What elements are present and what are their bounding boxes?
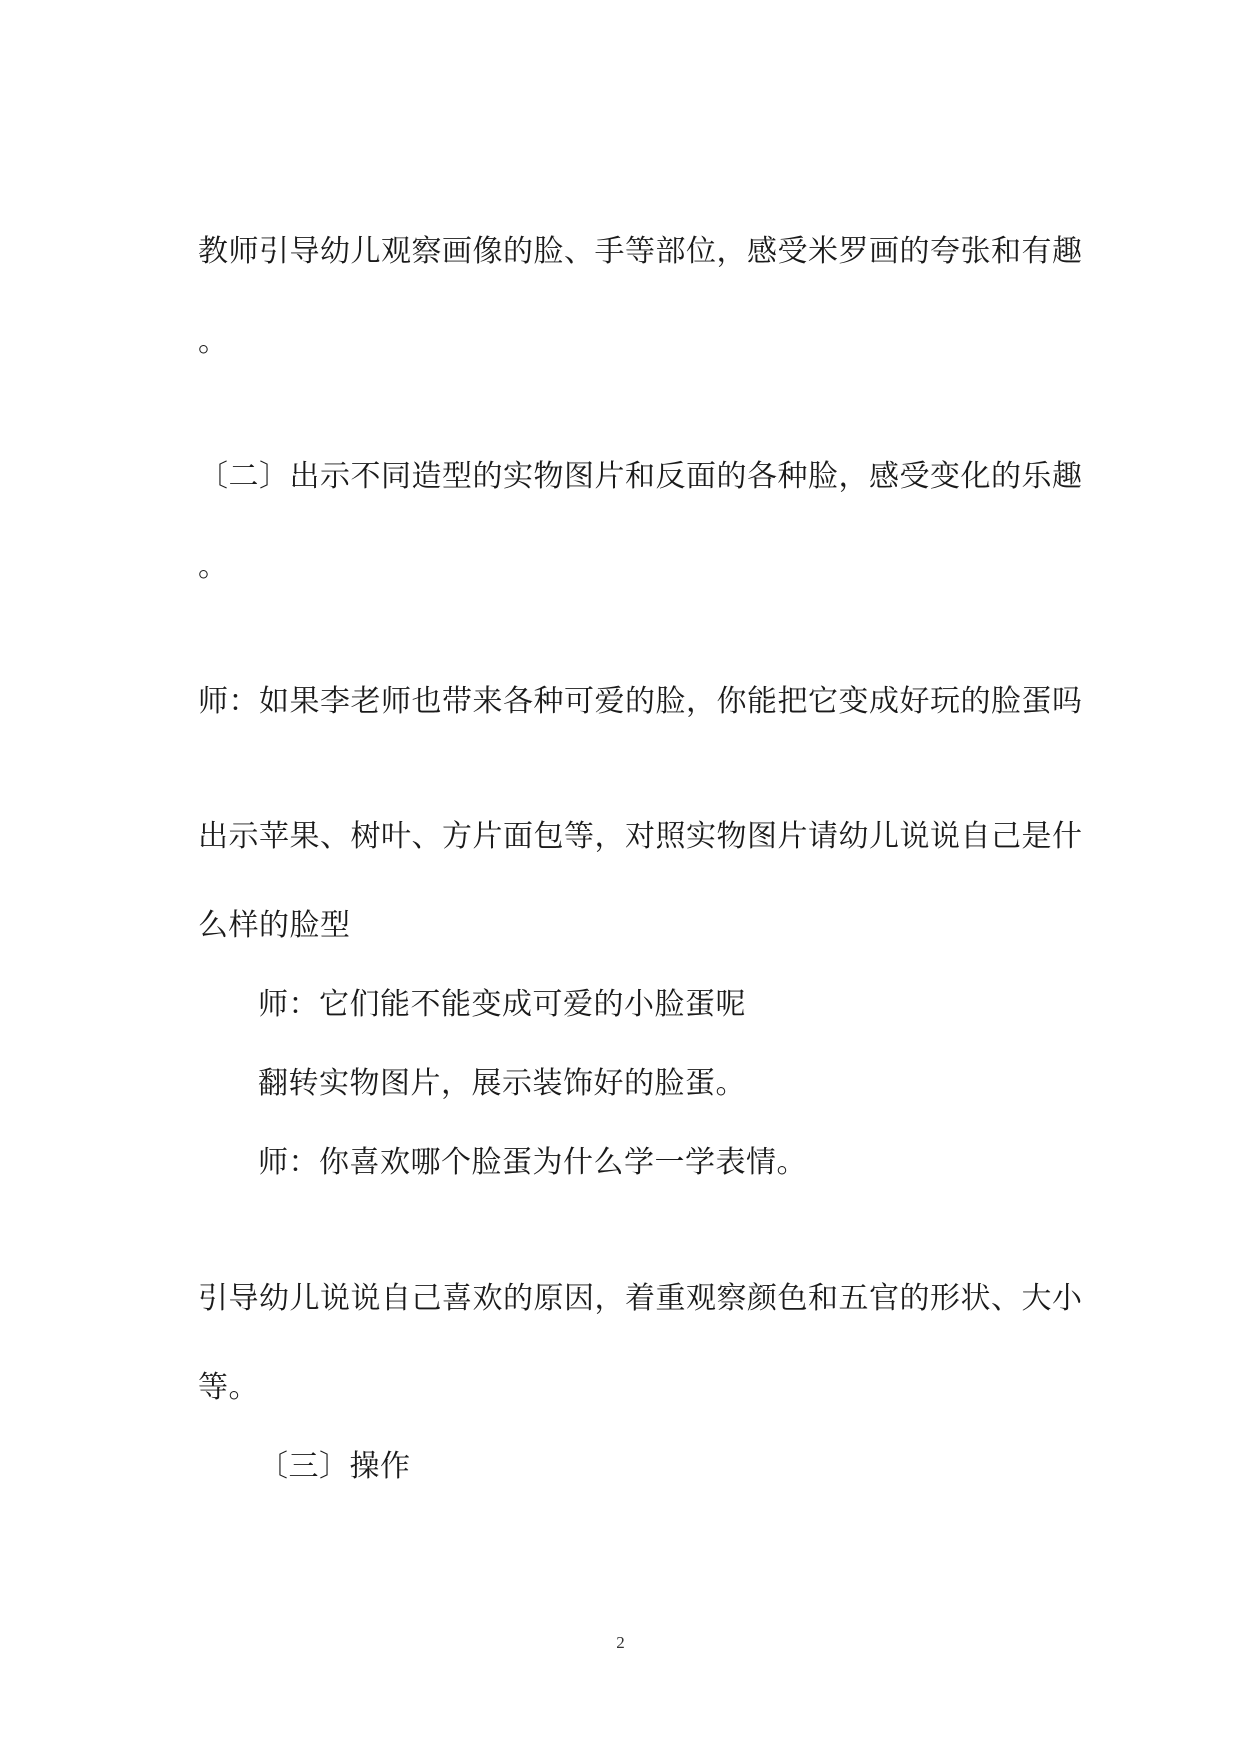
teacher-line-3: 师：你喜欢哪个脸蛋为什么学一学表情。 [258, 1145, 807, 1180]
page-number: 2 [616, 1633, 625, 1652]
section-heading-two: 〔二〕出示不同造型的实物图片和反面的各种脸，感受变化的乐趣 [198, 459, 1083, 494]
section-heading-three: 〔三〕操作 [258, 1449, 411, 1484]
paragraph-line-6: 出示苹果、树叶、方片面包等，对照实物图片请幼儿说说自己是什 [198, 819, 1083, 854]
teacher-line-1: 师：如果李老师也带来各种可爱的脸，你能把它变成好玩的脸蛋吗 [198, 684, 1083, 719]
paragraph-line-1: 教师引导幼儿观察画像的脸、手等部位，感受米罗画的夸张和有趣 [198, 234, 1083, 269]
teacher-line-2: 师：它们能不能变成可爱的小脸蛋呢 [258, 987, 746, 1022]
paragraph-line-11: 引导幼儿说说自己喜欢的原因，着重观察颜色和五官的形状、大小 [198, 1281, 1083, 1316]
paragraph-line-2: 。 [198, 324, 229, 359]
paragraph-line-9: 翻转实物图片，展示装饰好的脸蛋。 [258, 1066, 746, 1101]
paragraph-line-12: 等。 [198, 1370, 259, 1405]
paragraph-line-4: 。 [198, 549, 229, 584]
paragraph-line-7: 么样的脸型 [198, 908, 351, 943]
